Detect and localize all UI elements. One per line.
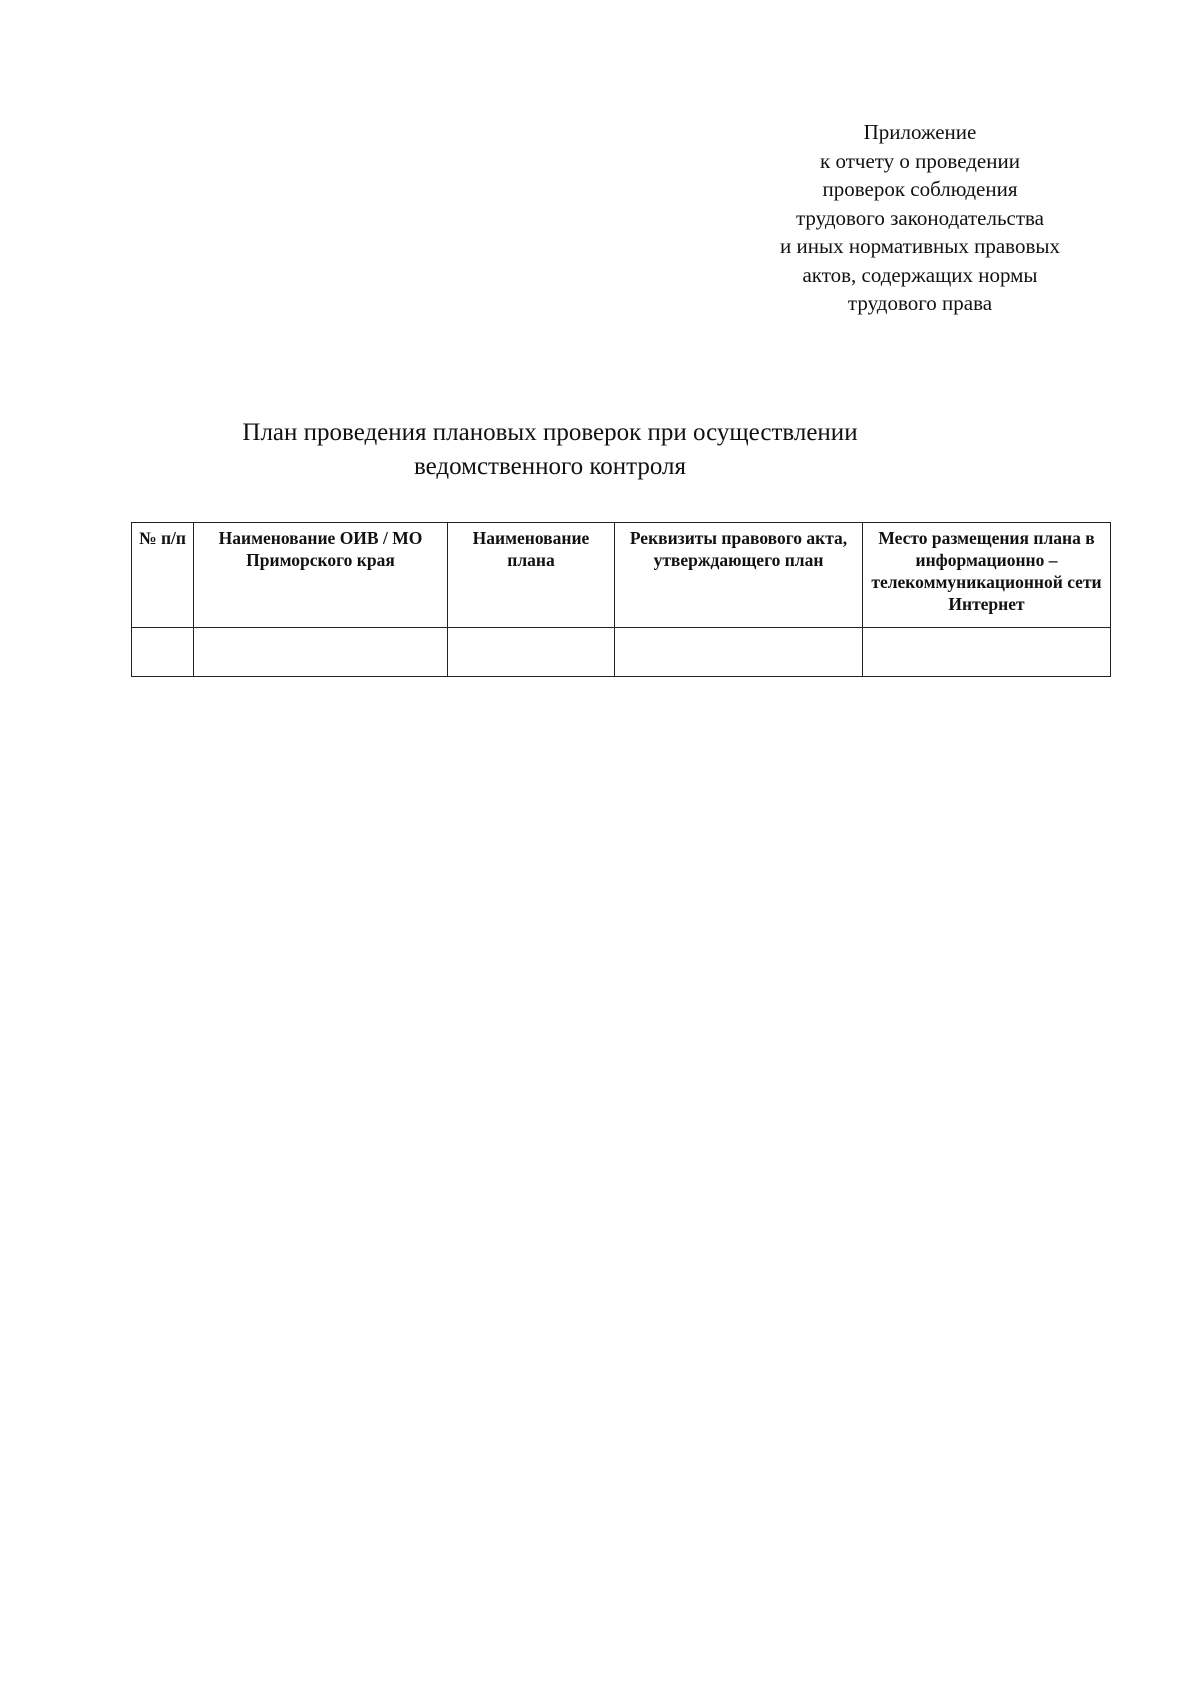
header-cell-plan-name: Наименование плана bbox=[448, 523, 615, 628]
table-row bbox=[132, 628, 1111, 677]
header-cell-internet-location: Место размещения плана в информационно – телекоммуникационной сети Интернет bbox=[863, 523, 1111, 628]
header-cell-number: № п/п bbox=[132, 523, 194, 628]
plan-table bbox=[131, 522, 1111, 677]
appendix-note bbox=[740, 118, 1100, 318]
appendix-line: трудового права bbox=[847, 291, 993, 315]
appendix-line: проверок соблюдения bbox=[822, 177, 1018, 201]
title-line: План проведения плановых проверок при осуществлении bbox=[242, 419, 858, 446]
table-cell bbox=[615, 628, 863, 677]
appendix-line: актов, содержащих нормы bbox=[802, 262, 1038, 287]
table-cell bbox=[132, 628, 194, 677]
document-title bbox=[160, 416, 940, 484]
table-cell bbox=[863, 628, 1111, 677]
title-line: ведомственного контроля bbox=[413, 453, 687, 480]
header-cell-authority: Наименование ОИВ / МО Приморского края bbox=[194, 523, 448, 628]
header-row bbox=[132, 523, 1111, 628]
table-cell bbox=[194, 628, 448, 677]
appendix-line: и иных нормативных правовых bbox=[780, 234, 1060, 258]
appendix-line: к отчету о проведении bbox=[820, 148, 1020, 173]
appendix-line: трудового законодательства bbox=[796, 205, 1044, 230]
table-header bbox=[132, 523, 1111, 628]
appendix-line: Приложение bbox=[863, 120, 977, 144]
table-cell bbox=[448, 628, 615, 677]
table-body bbox=[132, 628, 1111, 677]
header-cell-legal-act: Реквизиты правового акта, утверждающего план bbox=[615, 523, 863, 628]
